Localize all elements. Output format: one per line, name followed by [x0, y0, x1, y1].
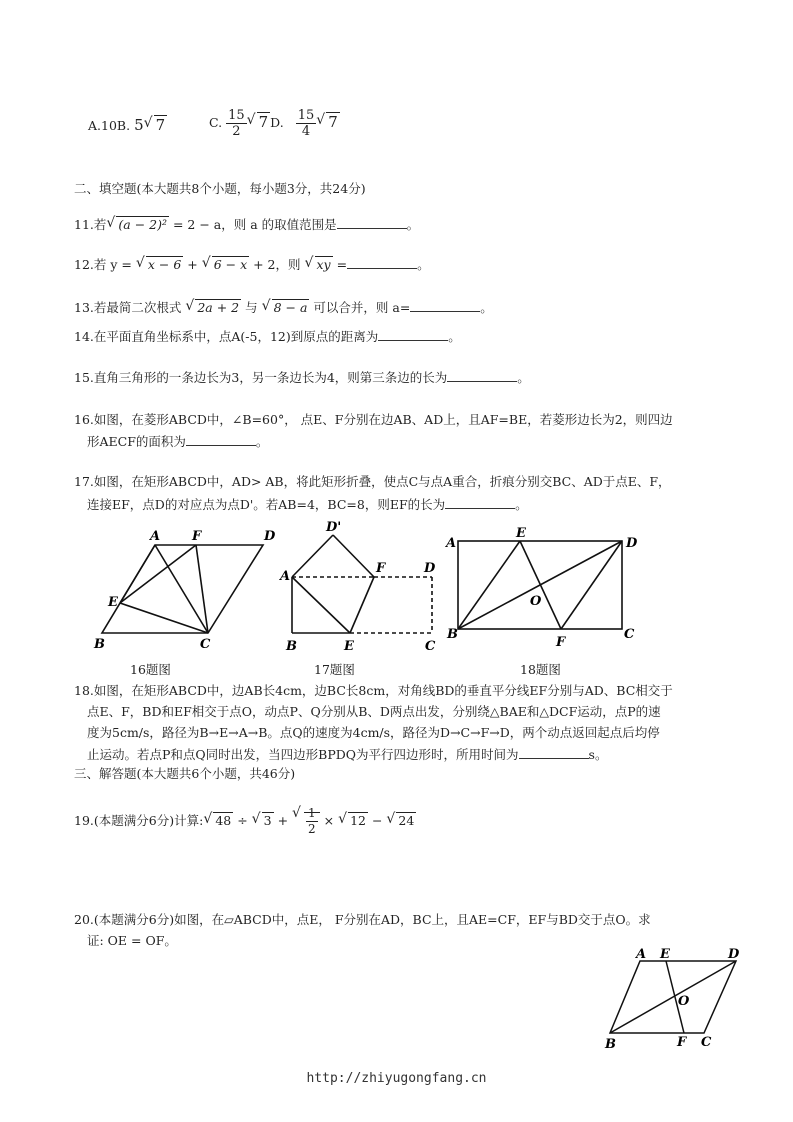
question-20-line-1: 20.(本题满分6分)如图，在▱ABCD中，点E， F分别在AD，BC上，且AE=CF，EF与BD交于点O。求 [74, 912, 651, 927]
q18-answer-blank[interactable] [519, 745, 589, 759]
fig16-ec [120, 603, 208, 633]
q15-answer-blank[interactable] [447, 368, 517, 382]
fig18-label-c: C [624, 627, 635, 642]
q19-radical-12: √ 12 [338, 812, 368, 830]
figure-18 [458, 541, 622, 629]
question-14: 14.在平面直角坐标系中，点A(-5，12)到原点的距离为 。 [74, 329, 461, 344]
fig16-label-f: F [192, 529, 202, 544]
fig18-be [458, 541, 520, 629]
q10-option-a: A.10 [88, 118, 117, 133]
fig18-fd [561, 541, 622, 629]
footer-url[interactable]: http://zhiyugongfang.cn [306, 1071, 487, 1086]
fig17-caption: 17题图 [314, 662, 355, 677]
fig18-label-e: E [516, 526, 526, 541]
fig16-label-d: D [264, 529, 276, 544]
question-18-line-2: 点E、F，BD和EF相交于点O，动点P、Q分别从B、D两点出发，分别绕△BAE和△DCF运动，点P的速 [87, 704, 661, 719]
q10-option-d-label: D. [270, 115, 284, 130]
q16-answer-blank[interactable] [186, 432, 256, 446]
q10-option-d-fraction: $\frac{15}{4}$ [297, 108, 315, 139]
fig17-ad-prime [292, 535, 333, 577]
fig18-label-a: A [446, 536, 457, 551]
fig17-label-d: D [424, 561, 436, 576]
fig16-label-a: A [150, 529, 161, 544]
fig18-label-b: B [447, 627, 458, 642]
q14-answer-blank[interactable] [378, 327, 448, 341]
fig16-label-b: B [94, 637, 105, 652]
fig20-label-e: E [660, 947, 670, 962]
fig16-label-c: C [200, 637, 211, 652]
fig17-d-prime-f [333, 535, 374, 577]
fig20-label-d: D [728, 947, 740, 962]
q19-radical-half: √ $\frac{1}{2}$ [292, 806, 320, 837]
fig18-label-o: O [530, 594, 542, 609]
q10-option-c [209, 108, 340, 139]
section2-heading: 二、填空题(本大题共8个小题，每小题3分，共24分) [74, 181, 366, 196]
q19-radical-24: √ 24 [386, 812, 416, 830]
q10-option-b-radical: √ 7 [144, 116, 168, 134]
fig20-label-o: O [678, 994, 690, 1009]
fig20-label-c: C [701, 1035, 712, 1050]
question-12: 12.若 y = √ x − 6 + √ 6 − x + 2，则 √ xy = 。 [74, 255, 430, 274]
figure-16 [102, 545, 263, 633]
question-17-line-2: 连接EF，点D的对应点为点D'。若AB=4，BC=8，则EF的长为 。 [87, 497, 528, 512]
fig18-label-d: D [626, 536, 638, 551]
q13-answer-blank[interactable] [410, 298, 480, 312]
figures-row [0, 515, 793, 665]
fig20-label-a: A [636, 947, 647, 962]
q13-radical-2: √ 8 − a [262, 299, 310, 317]
q10-option-b-coef: 5 [134, 116, 144, 134]
question-18-line-4: 止运动。若点P和点Q同时出发，当四边形BPDQ为平行四边形时，所用时间为 s。 [87, 747, 608, 762]
question-16-line-2: 形AECF的面积为 。 [87, 434, 269, 449]
fig17-label-c: C [425, 639, 436, 654]
q10-option-c-radical: √ 7 [247, 113, 271, 131]
q13-radical-1: √ 2a + 2 [185, 299, 241, 317]
q12-answer-blank[interactable] [347, 255, 417, 269]
q10-options [88, 116, 167, 135]
fig20-label-f: F [677, 1035, 687, 1050]
fig16-rhombus [102, 545, 263, 633]
q11-answer-blank[interactable] [337, 215, 407, 229]
fig16-label-e: E [108, 595, 118, 610]
q11-radical: √ (a − 2)² [106, 216, 169, 234]
q12-radical-2: √ 6 − x [202, 256, 249, 274]
figure-20 [600, 945, 750, 1055]
q10-option-d-radical: √ 7 [316, 113, 340, 131]
q10-option-c-fraction: $\frac{15}{2}$ [228, 108, 245, 139]
fig20-bd [610, 961, 736, 1033]
fig17-ae [292, 577, 350, 633]
fig18-caption: 18题图 [520, 662, 561, 677]
question-17-line-1: 17.如图，在矩形ABCD中，AD> AB，将此矩形折叠，使点C与点A重合，折痕分别交BC、AD于点E、F， [74, 474, 671, 489]
figure-17 [292, 535, 432, 633]
figure-18-labels [444, 526, 638, 650]
question-15: 15.直角三角形的一条边长为3，另一条边长为4，则第三条边的长为 。 [74, 370, 530, 385]
fig17-label-d-prime: D' [326, 520, 342, 535]
fig20-label-b: B [605, 1037, 616, 1052]
question-11: 11.若√ (a − 2)² = 2 − a，则 a 的取值范围是 。 [74, 215, 419, 234]
question-16-line-1: 16.如图，在菱形ABCD中，∠B=60°， 点E、F分别在边AB、AD上，且AF=BE，若菱形边长为2，则四边 [74, 412, 673, 427]
fig16-caption: 16题图 [130, 662, 171, 677]
question-18-line-3: 度为5cm/s，路径为B→E→A→B。点Q的速度为4cm/s，路径为D→C→F→D，两个动点返回起点后均停 [87, 725, 660, 740]
fig18-label-f: F [556, 635, 566, 650]
fig17-label-e: E [344, 639, 354, 654]
fig16-fc [196, 545, 208, 633]
fig18-ef [520, 541, 561, 629]
q10-option-b-label: B. [116, 118, 131, 133]
question-19: 19.(本题满分6分)计算:√ 48 ÷ √ 3 + √ $\frac{1}{2}$ × √ 12 − √ 24 [74, 806, 416, 837]
fig17-label-a: A [280, 569, 291, 584]
question-18-line-1: 18.如图，在矩形ABCD中，边AB长4cm，边BC长8cm，对角线BD的垂直平分线EF分别与AD、BC相交于 [74, 683, 673, 698]
fig17-label-f: F [376, 561, 386, 576]
q17-answer-blank[interactable] [445, 495, 515, 509]
q19-radical-3: √ 3 [252, 812, 274, 830]
q10-option-c-label: C. [209, 115, 223, 130]
fig17-label-b: B [286, 639, 297, 654]
fig16-ae [120, 545, 155, 603]
q12-radical-1: √ x − 6 [136, 256, 183, 274]
fig16-ac [155, 545, 208, 633]
question-13: 13.若最简二次根式 √ 2a + 2 与 √ 8 − a 可以合并，则 a= 。 [74, 298, 493, 317]
q12-radical-3: √ xy [305, 256, 333, 274]
q19-radical-48: √ 48 [203, 812, 233, 830]
question-20-line-2: 证: OE = OF。 [87, 933, 177, 948]
section3-heading: 三、解答题(本大题共6个小题，共46分) [74, 766, 296, 781]
fig17-ef [350, 577, 374, 633]
